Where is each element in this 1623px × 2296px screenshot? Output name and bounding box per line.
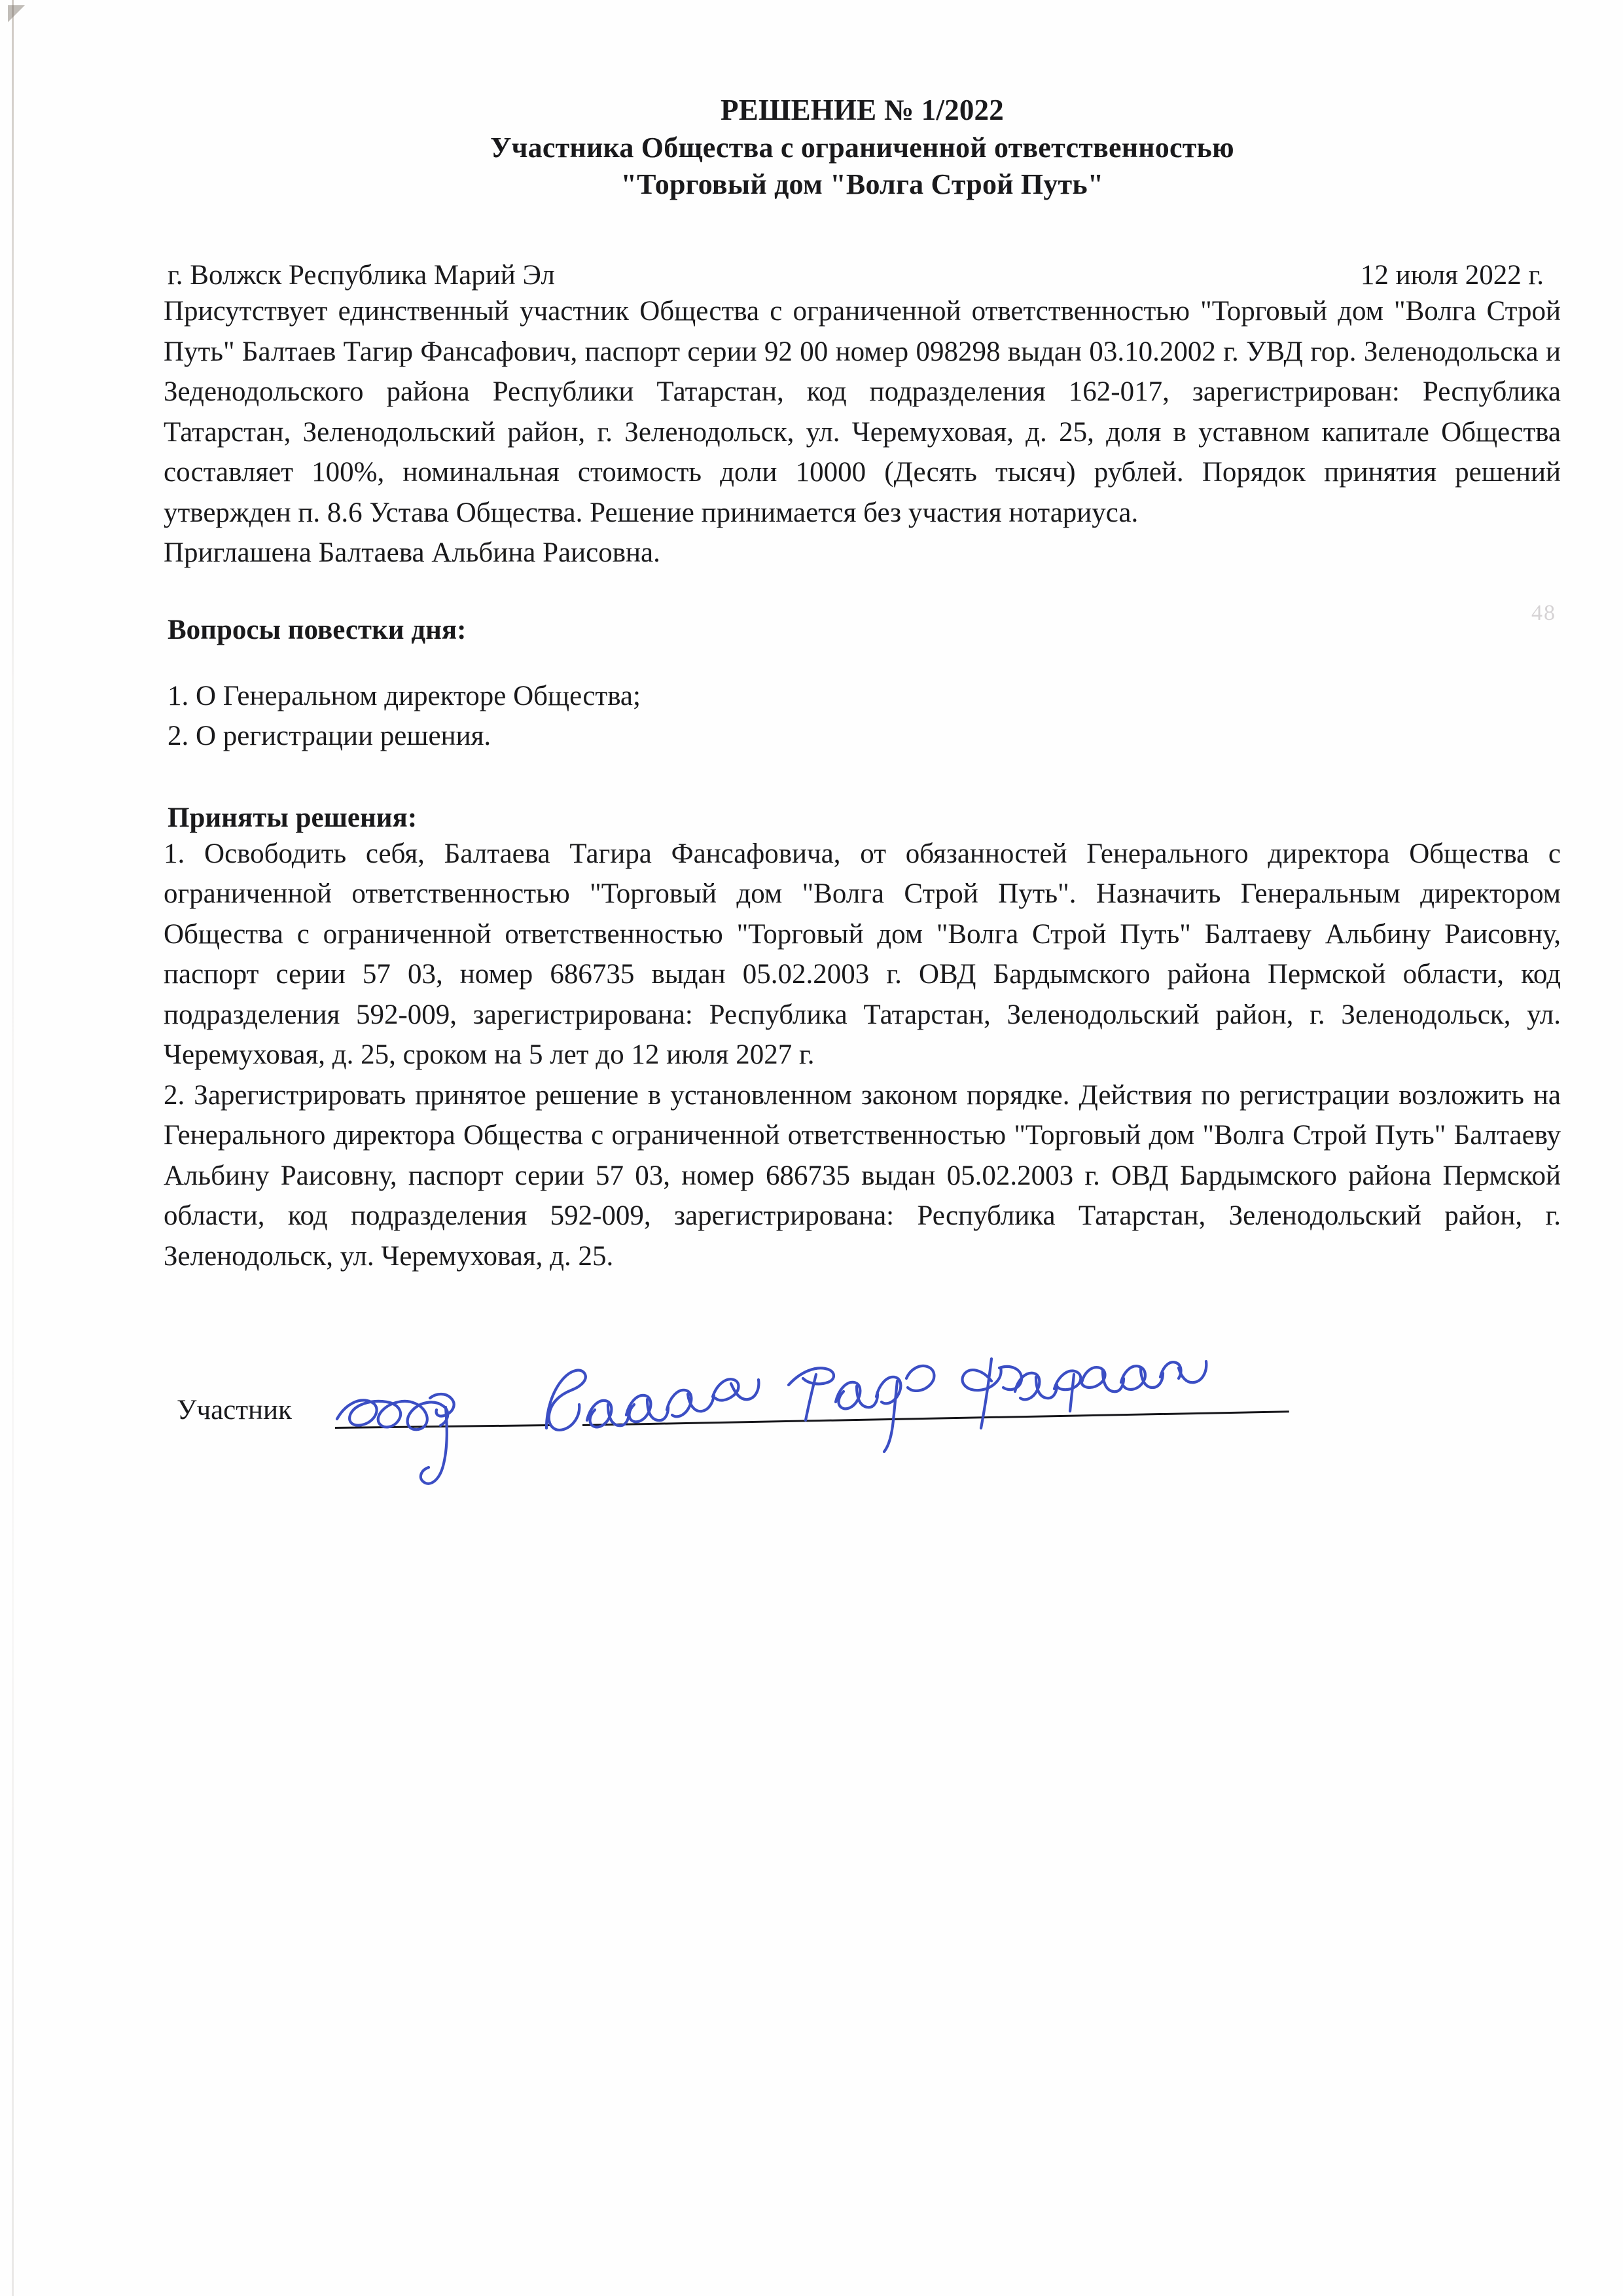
signature-block bbox=[164, 1354, 1561, 1478]
signature-rule-left bbox=[335, 1424, 551, 1429]
decision-item: 2. Зарегистрировать принятое решение в установленном законом порядке. Действия по регистрации возложить на Генерального директора Общества с ограниченной ответственностью "Торговый дом "Волга Строй Путь" Балтаеву Альбину Раисовну, паспорт серии 57 03, номер 686735 выдан 05.02.2003 г. ОВД Бардымского района Пермской области, код подразделения 592-009, зарегистрирована: Республика Татарстан, Зеленодольский район, г. Зеленодольск, ул. Черемуховая, д. 25. bbox=[164, 1079, 1561, 1272]
agenda-item: 2. О регистрации решения. bbox=[168, 720, 491, 751]
document-content bbox=[164, 0, 1561, 1478]
decision-item: 1. Освободить себя, Балтаева Тагира Фансафовича, от обязанностей Генерального директора Общества с ограниченной ответственностью "Торговый дом "Волга Строй Путь". Назначить Генеральным директором Общества с ограниченной ответственностью "Торговый дом "Волга Строй Путь" Балтаеву Альбину Раисовну, паспорт серии 57 03, номер 686735 выдан 05.02.2003 г. ОВД Бардымского района Пермской области, код подразделения 592-009, зарегистрирована: Республика Татарстан, Зеленодольский район, г. Зеленодольск, ул. Черемуховая, д. 25, сроком на 5 лет до 12 июля 2027 г. bbox=[164, 838, 1561, 1071]
handwritten-signature bbox=[330, 1342, 1312, 1492]
scan-corner-artifact bbox=[8, 5, 25, 22]
preamble-guest-line: Приглашена Балтаева Альбина Раисовна. bbox=[164, 537, 660, 569]
signature-role-label: Участник bbox=[177, 1395, 292, 1426]
document-title-block bbox=[164, 92, 1561, 203]
title-subject-line: Участника Общества с ограниченной ответственностью bbox=[490, 131, 1234, 164]
scan-edge-left bbox=[12, 0, 14, 2296]
margin-pencil-annotation: 48 bbox=[1531, 601, 1556, 625]
agenda-item: 1. О Генеральном директоре Общества; bbox=[168, 680, 641, 711]
document-date: 12 июля 2022 г. bbox=[1360, 260, 1544, 291]
preamble-paragraph: Присутствует единственный участник Общества с ограниченной ответственностью "Торговый дом "Волга Строй Путь" Балтаев Тагир Фансафович, паспорт серии 92 00 номер 098298 выдан 03.10.2002 г. УВД гор. Зеленодольска и Зеденодольского района Республики Татарстан, код подразделения 162-017, зарегистрирован: Республика Татарстан, Зеленодольский район, г. Зеленодольск, ул. Черемуховая, д. 25, доля в уставном капитале Общества составляет 100%, номинальная стоимость доли 10000 (Десять тысяч) рублей. Порядок принятия решений утвержден п. 8.6 Устава Общества. Решение принимается без участия нотариуса. bbox=[164, 296, 1561, 528]
signature-rule-right bbox=[582, 1410, 1289, 1426]
document-place: г. Волжск Республика Марий Эл bbox=[168, 260, 555, 291]
decisions-heading: Приняты решения: bbox=[168, 802, 418, 833]
page-title: РЕШЕНИЕ № 1/2022 bbox=[721, 94, 1004, 126]
title-company-name: "Торговый дом "Волга Строй Путь" bbox=[620, 168, 1104, 200]
document-meta-row bbox=[164, 259, 1561, 291]
agenda-heading: Вопросы повестки дня: bbox=[168, 614, 467, 645]
agenda-list bbox=[164, 676, 1561, 756]
